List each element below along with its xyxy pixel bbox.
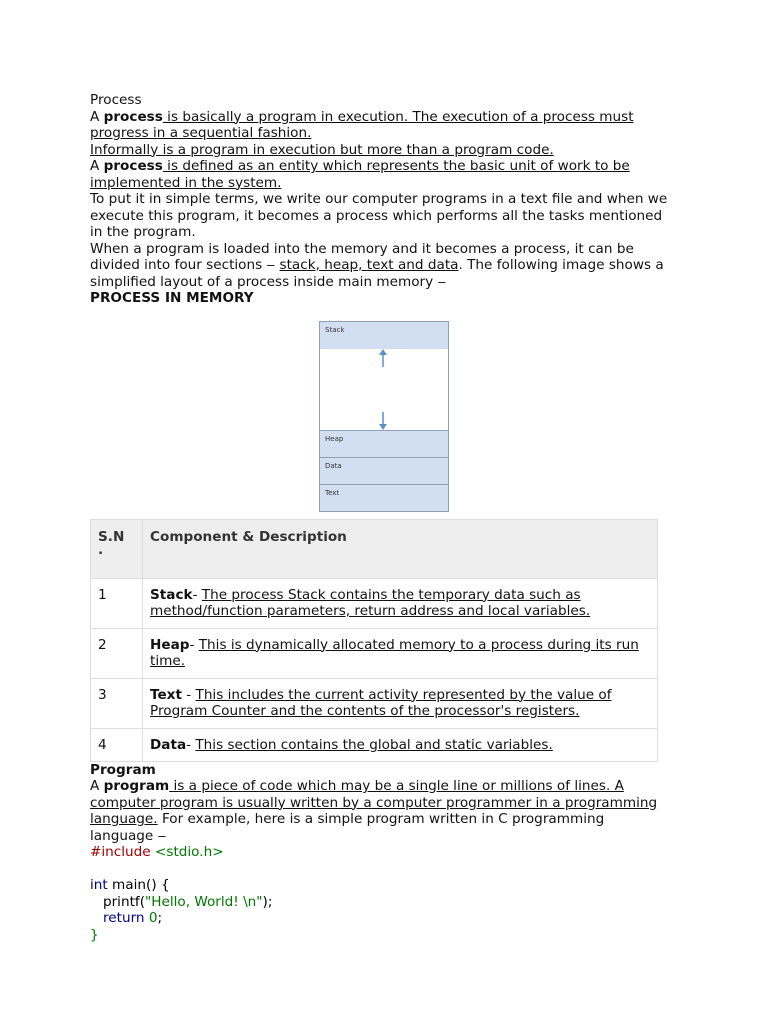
intro-line-8: in the program. bbox=[90, 224, 196, 240]
intro-line-10: divided into four sections ‒ stack, heap, text and data. The following image shows a bbox=[90, 257, 664, 273]
process-memory-diagram bbox=[319, 321, 449, 513]
code-line-return: return 0; bbox=[102, 910, 163, 926]
code-line-close: } bbox=[90, 926, 99, 943]
intro-line-2: progress in a sequential fashion. bbox=[90, 125, 312, 141]
term-process: process bbox=[103, 158, 163, 174]
growth-arrows bbox=[319, 321, 449, 513]
heap-segment: Heap bbox=[319, 430, 449, 458]
intro-line-9: When a program is loaded into the memory and it becomes a process, it can be bbox=[90, 240, 634, 257]
intro-line-4: A process is defined as an entity which represents the basic unit of work to be bbox=[90, 158, 630, 174]
header-description: Component & Description bbox=[143, 519, 658, 578]
intro-line-3: Informally is a program in execution but more than a program code. bbox=[90, 141, 554, 158]
program-line-1: A program is a piece of code which may be a single line or millions of lines. A bbox=[90, 778, 624, 794]
code-line-printf: printf("Hello, World! \n"); bbox=[102, 893, 273, 910]
table-row: 2 Heap- This is dynamically allocated memory to a process during its run time. bbox=[91, 628, 658, 678]
document-content bbox=[90, 92, 690, 943]
component-name: Text bbox=[150, 686, 182, 703]
term-process: process bbox=[103, 108, 163, 125]
table-row: 4 Data- This section contains the global and static variables. bbox=[91, 728, 658, 761]
component-name: Heap bbox=[150, 636, 190, 653]
components-table bbox=[90, 519, 658, 762]
sections-list: stack, heap, text and data bbox=[279, 257, 459, 273]
code-line-include: #include <stdio.h> bbox=[90, 844, 224, 860]
intro-line-1: A process is basically a program in execution. The execution of a process must bbox=[90, 108, 634, 125]
table-row: 1 Stack- The process Stack contains the temporary data such as method/function parameters, return address and local variables. bbox=[91, 578, 658, 628]
intro-line-11: simplified layout of a process inside main memory ‒ bbox=[90, 273, 447, 290]
table-row: 3 Text - This includes the current activity represented by the value of Program Counter and the contents of the processor's registers. bbox=[91, 678, 658, 728]
program-line-3: language. For example, here is a simple program written in C programming bbox=[90, 811, 605, 827]
program-line-2: computer program is usually written by a computer programmer in a programming bbox=[90, 794, 658, 811]
memory-heading: PROCESS IN MEMORY bbox=[90, 290, 254, 306]
term-program: program bbox=[103, 778, 170, 794]
arrow-down-icon bbox=[379, 424, 387, 430]
header-sn: S.N . bbox=[91, 519, 143, 578]
table-header-row bbox=[91, 519, 658, 578]
component-name: Stack bbox=[150, 586, 193, 603]
intro-line-7: execute this program, it becomes a process which performs all the tasks mentioned bbox=[90, 207, 663, 224]
code-sample bbox=[90, 844, 690, 943]
stack-segment: Stack bbox=[319, 321, 449, 350]
program-heading: Program bbox=[90, 761, 156, 778]
intro-line-6: To put it in simple terms, we write our computer programs in a text file and when we bbox=[90, 191, 668, 207]
text-segment: Text bbox=[319, 484, 449, 512]
arrow-up-icon bbox=[379, 349, 387, 355]
component-name: Data bbox=[150, 736, 187, 753]
program-line-4: language ‒ bbox=[90, 827, 167, 844]
data-segment: Data bbox=[319, 457, 449, 485]
code-line-main: int main() { bbox=[90, 877, 170, 893]
section-title: Process bbox=[90, 92, 142, 108]
intro-line-5: implemented in the system. bbox=[90, 174, 282, 191]
